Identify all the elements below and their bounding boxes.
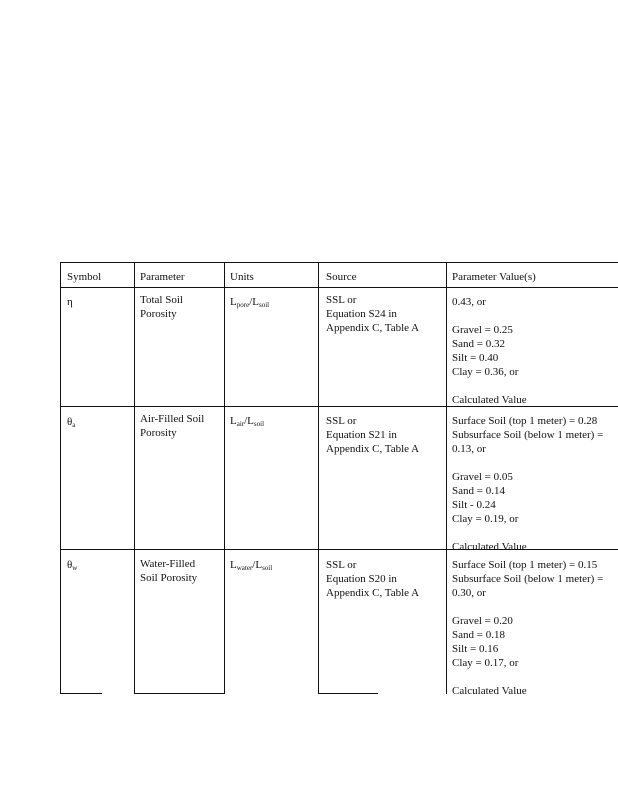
header-bottom-rule — [60, 287, 618, 288]
value-line: Sand = 0.32 — [452, 338, 505, 350]
table-row-parameter — [140, 557, 197, 585]
parameter-line: Water-Filled — [140, 558, 196, 570]
unit-subscript: soil — [253, 420, 265, 428]
source-line: Appendix C, Table A — [326, 322, 420, 334]
table-bottom-rule-segment — [60, 693, 102, 694]
table-row-source — [326, 293, 419, 335]
header-parameter-values: Parameter Value(s) — [452, 271, 536, 283]
value-line: Subsurface Soil (below 1 meter) = — [452, 573, 604, 585]
source-line: SSL or — [326, 415, 357, 427]
table-row-source — [326, 558, 419, 600]
table-row-values — [452, 295, 527, 407]
value-line: Calculated Value — [452, 394, 527, 406]
value-line: Surface Soil (top 1 meter) = 0.28 — [452, 415, 598, 427]
value-line: Silt = 0.16 — [452, 643, 499, 655]
value-line: Clay = 0.19, or — [452, 513, 519, 525]
unit-subscript: water — [236, 564, 253, 572]
table-row-units — [230, 414, 264, 431]
column-rule — [318, 262, 319, 694]
parameter-line: Porosity — [140, 427, 177, 439]
table-row-symbol — [67, 295, 73, 309]
value-line: 0.13, or — [452, 443, 486, 455]
source-line: Appendix C, Table A — [326, 443, 420, 455]
value-line: Clay = 0.17, or — [452, 657, 519, 669]
symbol-text: θ — [67, 416, 73, 428]
value-line: Calculated Value — [452, 541, 527, 553]
parameter-line: Soil Porosity — [140, 572, 198, 584]
unit-subscript: pore — [236, 301, 250, 309]
table-row-units — [230, 558, 272, 575]
source-line: Appendix C, Table A — [326, 587, 420, 599]
unit-main: L — [230, 296, 237, 308]
header-symbol: Symbol — [67, 271, 102, 283]
column-rule — [60, 262, 61, 694]
parameter-line: Porosity — [140, 308, 177, 320]
column-rule — [446, 262, 447, 694]
table-row-parameter — [140, 293, 183, 321]
value-line: 0.30, or — [452, 587, 486, 599]
value-line: Gravel = 0.20 — [452, 615, 513, 627]
header-units: Units — [230, 271, 254, 283]
source-line: Equation S20 in — [326, 573, 397, 585]
value-line: Clay = 0.36, or — [452, 366, 519, 378]
table-row-values — [452, 558, 603, 698]
unit-main: /L — [252, 559, 263, 571]
header-parameter: Parameter — [140, 271, 185, 283]
parameter-line: Total Soil — [140, 294, 183, 306]
column-rule — [224, 262, 225, 694]
value-line: Surface Soil (top 1 meter) = 0.15 — [452, 559, 598, 571]
unit-main: /L — [249, 296, 259, 308]
symbol-text: θ — [67, 559, 73, 571]
unit-subscript: air — [236, 420, 245, 428]
row-divider — [60, 406, 618, 407]
unit-main: L — [230, 415, 237, 427]
table-row-symbol — [67, 558, 77, 575]
symbol-text: η — [67, 296, 73, 308]
column-rule — [134, 262, 135, 694]
value-line: Gravel = 0.25 — [452, 324, 513, 336]
table-row-symbol — [67, 415, 75, 432]
table-bottom-rule-segment — [318, 693, 378, 694]
unit-subscript: soil — [258, 301, 270, 309]
table-top-rule — [60, 262, 618, 263]
parameter-line: Air-Filled Soil — [140, 413, 205, 425]
value-line: Silt - 0.24 — [452, 499, 496, 511]
source-line: SSL or — [326, 559, 357, 571]
value-line: 0.43, or — [452, 296, 486, 308]
symbol-subscript: a — [72, 421, 76, 429]
source-line: Equation S24 in — [326, 308, 397, 320]
table-row-parameter — [140, 412, 204, 440]
value-line: Silt = 0.40 — [452, 352, 499, 364]
unit-main: L — [230, 559, 237, 571]
table-row-source — [326, 414, 419, 456]
header-source: Source — [326, 271, 357, 283]
table-bottom-rule-segment — [134, 693, 224, 694]
soil-parameter-table — [60, 262, 618, 697]
value-line: Calculated Value — [452, 685, 527, 697]
table-row-units — [230, 295, 269, 312]
unit-main: /L — [244, 415, 254, 427]
source-line: SSL or — [326, 294, 357, 306]
table-row-values — [452, 414, 603, 554]
symbol-subscript: w — [72, 564, 78, 572]
value-line: Gravel = 0.05 — [452, 471, 513, 483]
source-line: Equation S21 in — [326, 429, 397, 441]
value-line: Subsurface Soil (below 1 meter) = — [452, 429, 604, 441]
value-line: Sand = 0.18 — [452, 629, 505, 641]
value-line: Sand = 0.14 — [452, 485, 505, 497]
unit-subscript: soil — [262, 564, 273, 572]
